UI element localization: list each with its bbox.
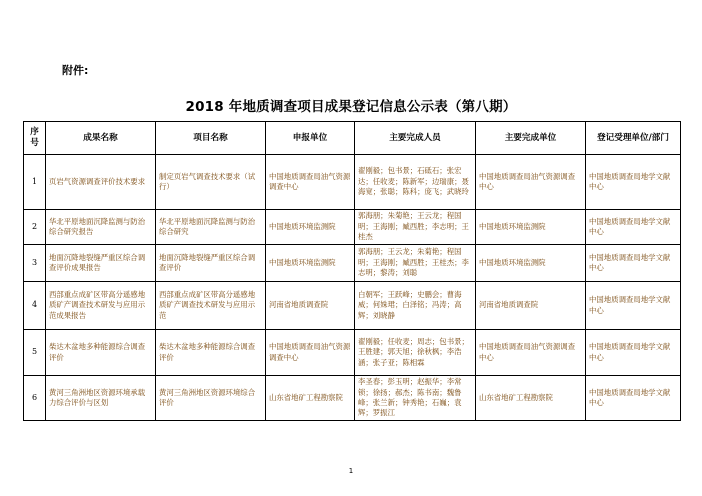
cell-result-name: 黄河三角洲地区资源环境承载力综合评价与区划 [46,376,156,421]
cell-registrar: 中国地质调查局地学文献中心 [586,376,681,421]
header-no: 序号 [24,122,46,155]
cell-registrar: 中国地质调查局地学文献中心 [586,282,681,330]
cell-no: 6 [24,376,46,421]
cell-no: 3 [24,245,46,282]
cell-result-name: 页岩气资源调查评价技术要求 [46,155,156,210]
results-table [23,121,681,421]
page-number: 1 [348,467,354,475]
document-title: 2018 年地质调查项目成果登记信息公示表（第八期） [185,99,517,115]
cell-no: 5 [24,330,46,376]
header-registrar: 登记受理单位/部门 [586,122,681,155]
cell-people: 郭海朋；朱菊艳；王云龙；程国明；王海刚；臧西胜；李志明；王桂杰 [355,210,476,245]
cell-people: 白朝军；王跃峰；史鹏会；曹海威；何姝珺；白泽铭；冯涛；高辉；刘晓静 [355,282,476,330]
header-applicant: 申报单位 [266,122,355,155]
cell-project-name: 制定页岩气调查技术要求（试行） [156,155,266,210]
table-row [24,245,681,282]
cell-result-name: 西部重点成矿区带高分遥感地质矿产调查技术研发与应用示范成果报告 [46,282,156,330]
header-project-name: 项目名称 [156,122,266,155]
cell-unit: 中国地质环境监测院 [476,210,586,245]
table-row [24,210,681,245]
cell-people: 翟刚毅；包书景；石砥石；张宏达；任收麦；陈新军；边瑞康；聂海宽；张聪；陈科；庞飞；武晓玲 [355,155,476,210]
cell-unit: 河南省地质调查院 [476,282,586,330]
header-unit: 主要完成单位 [476,122,586,155]
cell-project-name: 地面沉降地裂缝严重区综合调查评价 [156,245,266,282]
cell-applicant: 山东省地矿工程勘察院 [266,376,355,421]
cell-unit: 山东省地矿工程勘察院 [476,376,586,421]
table-row [24,155,681,210]
cell-project-name: 柴达木盆地多种能源综合调查评价 [156,330,266,376]
cell-project-name: 华北平原地面沉降监测与防治综合研究 [156,210,266,245]
cell-unit: 中国地质调查局油气资源调查中心 [476,330,586,376]
cell-registrar: 中国地质调查局地学文献中心 [586,245,681,282]
cell-result-name: 地面沉降地裂缝严重区综合调查评价成果报告 [46,245,156,282]
table-header-row [24,122,681,155]
cell-registrar: 中国地质调查局地学文献中心 [586,210,681,245]
attachment-label: 附件: [62,64,89,77]
cell-no: 4 [24,282,46,330]
cell-applicant: 中国地质调查局油气资源调查中心 [266,155,355,210]
cell-no: 2 [24,210,46,245]
cell-project-name: 西部重点成矿区带高分遥感地质矿产调查技术研发与应用示范 [156,282,266,330]
cell-project-name: 黄河三角洲地区资源环境综合评价 [156,376,266,421]
cell-unit: 中国地质环境监测院 [476,245,586,282]
cell-applicant: 河南省地质调查院 [266,282,355,330]
table-row [24,376,681,421]
cell-registrar: 中国地质调查局地学文献中心 [586,155,681,210]
cell-no: 1 [24,155,46,210]
table-row [24,282,681,330]
cell-people: 郭海朋；王云龙；朱菊艳；程国明；王海刚；臧西胜；王桂杰；李志明；黎涛；刘聪 [355,245,476,282]
cell-result-name: 华北平原地面沉降监测与防治综合研究报告 [46,210,156,245]
cell-people: 李圣春；彭玉明；赵振华；李常锁；徐扬；郝杰；陈书南；魏鲁峰；张兰新；钟秀艳；石巍；袁辉；罗振江 [355,376,476,421]
cell-people: 翟刚毅；任收麦；周志；包书景；王胜建；郭天旭；徐秋枫；李浩涵；张子亚；陈相霖 [355,330,476,376]
cell-unit: 中国地质调查局油气资源调查中心 [476,155,586,210]
header-people: 主要完成人员 [355,122,476,155]
cell-applicant: 中国地质环境监测院 [266,245,355,282]
cell-result-name: 柴达木盆地多种能源综合调查评价 [46,330,156,376]
cell-applicant: 中国地质调查局油气资源调查中心 [266,330,355,376]
cell-applicant: 中国地质环境监测院 [266,210,355,245]
header-result-name: 成果名称 [46,122,156,155]
cell-registrar: 中国地质调查局地学文献中心 [586,330,681,376]
table-row [24,330,681,376]
